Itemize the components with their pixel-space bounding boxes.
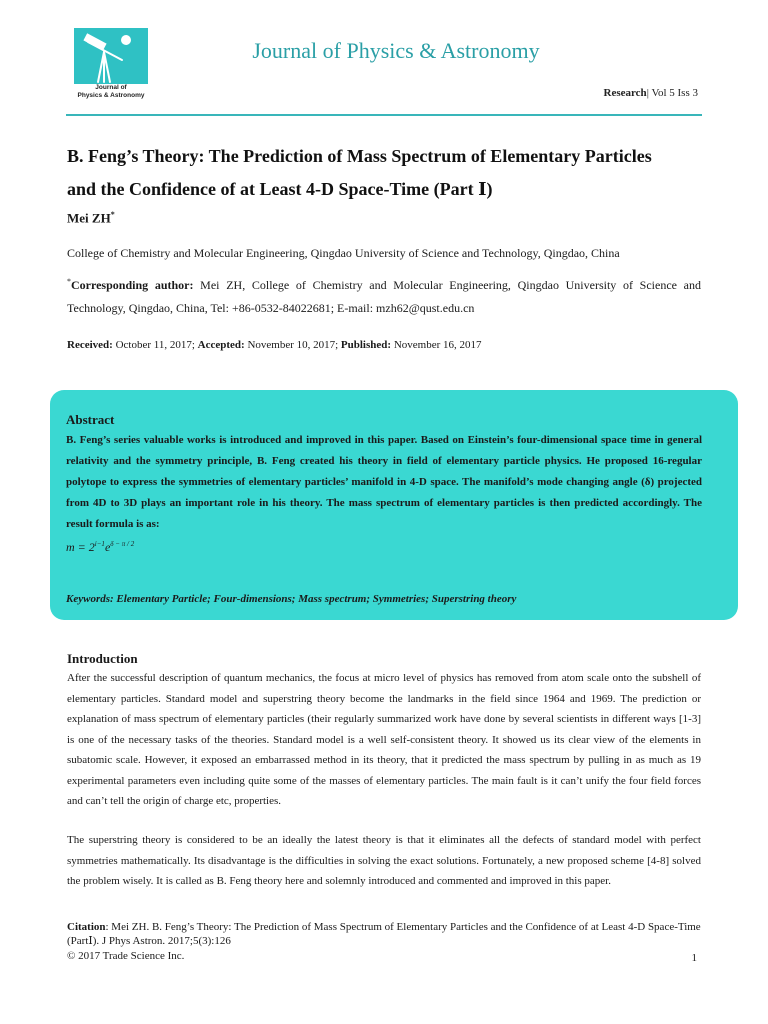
mass-formula: $m = 2^{i-1}e^{\delta - \pi / 2}$ — [66, 540, 135, 554]
corr-text: Mei ZH, College of Chemistry and Molecular Engineering, Qingdao University of Science and Technology, Qingdao, China, Tel: +86-0532-84022681; E-mail: mzh62@qust.edu.cn — [67, 278, 701, 315]
copyright: © 2017 Trade Science Inc. — [67, 950, 185, 962]
citation-text: : Mei ZH. B. Feng’s Theory: The Prediction of Mass Spectrum of Elementary Particles and the Confidence of at Least 4-D Space-Time (PartⅠ). J Phys Astron. 2017;5(3):126 — [67, 921, 701, 947]
header-divider — [66, 114, 702, 116]
abstract-box — [50, 390, 738, 620]
page-number: 1 — [691, 952, 697, 964]
article-type: Research — [603, 87, 647, 99]
corr-label: Corresponding author: — [71, 278, 194, 292]
abstract-text: B. Feng’s series valuable works is introduced and improved in this paper. Based on Einstein’s four-dimensional space time in general relativity and the symmetry principle, B. Feng created his theory in field of elementary particle physics. He proposed 16-regular polytope to express the symmetries of elementary particles’ manifold in 4-D space. The manifold’s mode changing angle (δ) projected from 4D to 3D plays an important role in his theory. The mass spectrum of elementary particles is then predicted accordingly. The result formula is as: — [66, 434, 702, 530]
journal-title[interactable]: Journal of Physics & Astronomy — [252, 38, 540, 63]
introduction-heading: Introduction — [67, 651, 138, 666]
paper-title — [67, 140, 707, 206]
citation-label: Citation — [67, 921, 106, 933]
intro-paragraph-1: After the successful description of quantum mechanics, the focus at micro level of physics has removed from atom scale onto the subshell of elementary particles. Standard model and superstring theory become the landmarks in the field since 1964 and 1969. The prediction or explanation of mass spectrum of elementary particles (their regularly summarized work have done by several scientists in different ways [1-3] is one of the necessary tasks of the theories. Standard model is a well self-consistent theory. It showed us its clear view of the elements in subatomic scale. However, it exposed an embarrassed method in its theory, that it predicted the mass spectrum by pulling in as much as 19 experimental parameters even including quite some of the masses of elementary particles. The main fault is it can’t unify the four field forces and can’t tell the origin of charge etc, properties. — [67, 672, 701, 807]
article-type-line — [604, 87, 699, 99]
affiliation: College of Chemistry and Molecular Engineering, Qingdao University of Science and Technology, Qingdao, China — [67, 246, 620, 260]
citation — [67, 920, 701, 948]
author-name: Mei ZH* — [67, 210, 115, 226]
abstract-heading: Abstract — [66, 412, 115, 427]
volume-issue: | Vol 5 Iss 3 — [646, 87, 698, 99]
title-line-2: and the Confidence of at Least 4-D Space-Time (Part Ⅰ) — [67, 179, 493, 199]
title-line-1: B. Feng’s Theory: The Prediction of Mass Spectrum of Elementary Particles — [67, 146, 652, 166]
intro-paragraph-2: The superstring theory is considered to be an ideally the latest theory is that it eliminates all the defects of standard model with perfect symmetries mathematically. Its disadvantage is the difficulties in solving the exact solutions. Fortunately, a new proposed scheme [4-8] solved the problem wisely. It is called as B. Feng theory here and solemnly introduced and commented and improved in this paper. — [67, 834, 701, 887]
keywords: Keywords: Elementary Particle; Four-dimensions; Mass spectrum; Symmetries; Superstring theory — [66, 593, 517, 605]
logo-text: Journal of Physics & Astronomy — [77, 84, 145, 99]
publication-dates: Received: October 11, 2017; Accepted: November 10, 2017; Published: November 16, 2017 — [67, 339, 482, 351]
corresponding-author: *Corresponding author: Mei ZH, College of Chemistry and Molecular Engineering, Qingdao University of Science and Technology, Qingdao, China, Tel: +86-0532-84022681; E-mail: mzh62@qust.edu.cn — [67, 277, 701, 315]
